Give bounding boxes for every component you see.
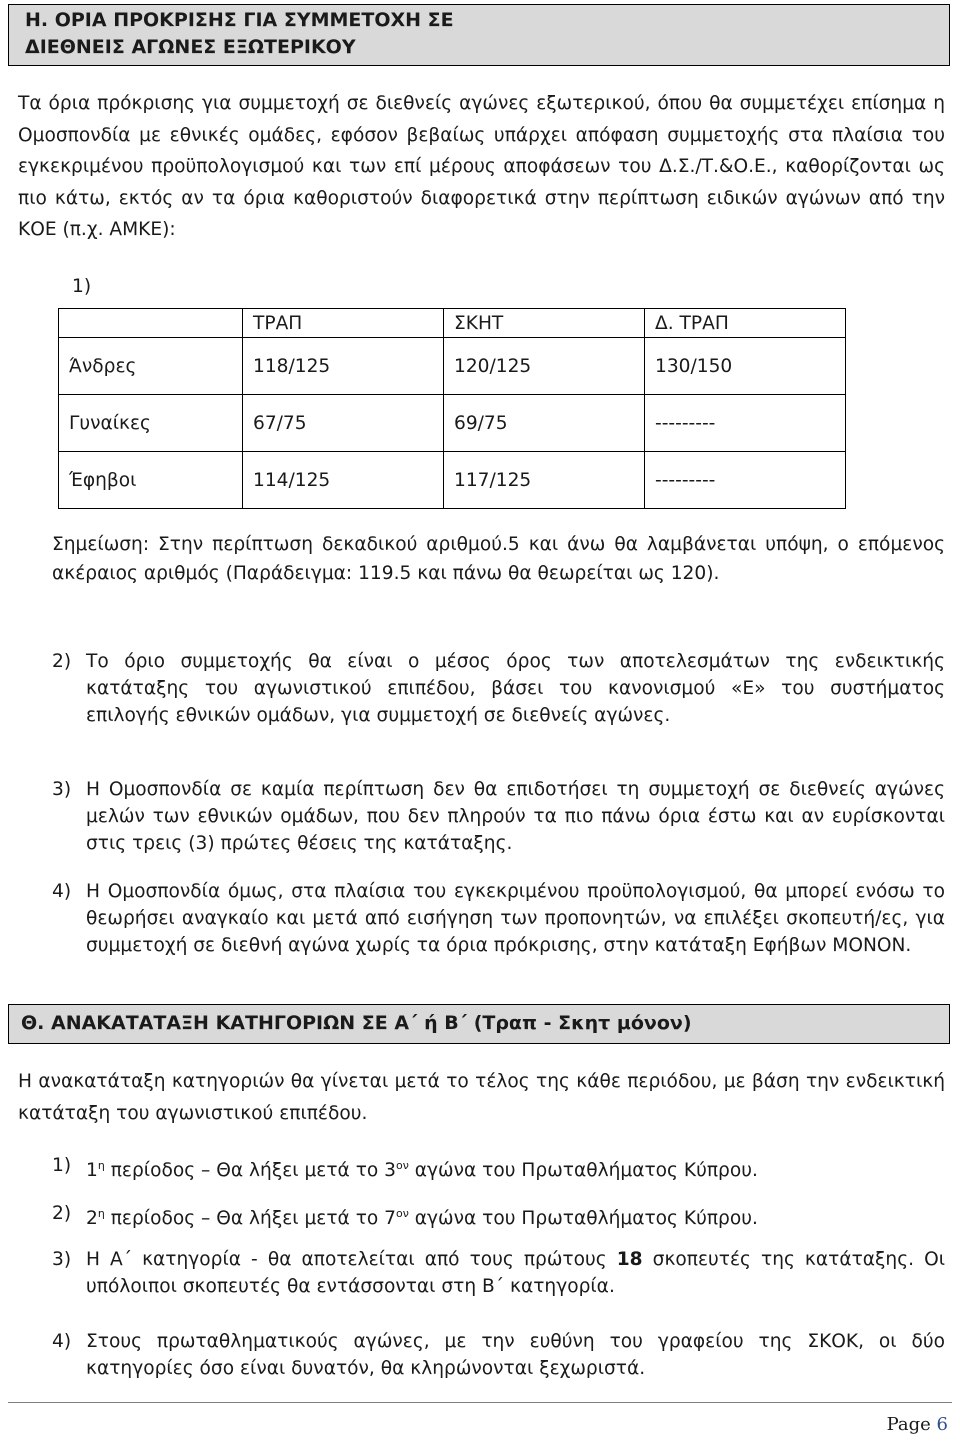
decimal-note: Σημείωση: Στην περίπτωση δεκαδικού αριθμού.5 και άνω θα λαμβάνεται υπόψη, ο επόμενος ακέραιος αριθμός (Παράδειγμα: 119.5 και πάνω θα θεωρείται ως 120). bbox=[52, 534, 945, 584]
list-item-text: $1^\eta$ περίοδος – Θα λήξει μετά το $3^{o\nu}$ αγώνα του Πρωταθλήματος Κύπρου. bbox=[86, 1159, 758, 1182]
table-cell: 117/125 bbox=[444, 452, 645, 509]
list-item-text: Η Α΄ κατηγορία - θα αποτελείται από τους πρώτους 18 σκοπευτές της κατάταξης. Οι υπόλοιποι σκοπευτές θα εντάσσονται στη Β΄ κατηγορία. bbox=[86, 1249, 946, 1297]
table-row bbox=[59, 452, 846, 509]
list-item-number: 2) bbox=[52, 651, 72, 672]
table-header-cell bbox=[59, 309, 243, 338]
table-cell: Έφηβοι bbox=[59, 452, 243, 509]
list-item bbox=[52, 1328, 945, 1382]
table-cell: Γυναίκες bbox=[59, 395, 243, 452]
table-cell: --------- bbox=[645, 395, 846, 452]
list-item-number: 3) bbox=[52, 1249, 72, 1270]
intro-paragraph: Τα όρια πρόκρισης για συμμετοχή σε διεθνείς αγώνες εξωτερικού, όπου θα συμμετέχει επίσημα η Ομοσπονδία με εθνικές ομάδες, εφόσον βεβαίως υπάρχει απόφαση συμμετοχής στα πλαίσια του εγκεκριμένου προϋπολογισμού και των επί μέρους αποφάσεων του Δ.Σ./Τ.&Ο.Ε., καθορίζονται ως πιο κάτω, εκτός αν τα όρια καθοριστούν διαφορετικά στην περίπτωση ειδικών αγώνων από την ΚΟΕ (π.χ. ΑΜΚΕ): bbox=[18, 93, 945, 240]
table-cell: 120/125 bbox=[444, 338, 645, 395]
page-number-label: Page 6 bbox=[886, 1414, 948, 1435]
list-item-text: Το όριο συμμετοχής θα είναι ο μέσος όρος των αποτελεσμάτων της ενδεικτικής κατάταξης του αγωνιστικού επιπέδου, βάσει του κανονισμού «Ε» του συστήματος επιλογής εθνικών ομάδων, για συμμετοχή σε διεθνείς αγώνες. bbox=[86, 651, 945, 726]
list-item-number: 2) bbox=[52, 1203, 72, 1224]
list-item-number: 4) bbox=[52, 881, 72, 902]
list-item bbox=[52, 776, 945, 857]
list-item-text: Η Ομοσπονδία όμως, στα πλαίσια του εγκεκριμένου προϋπολογισμού, θα μπορεί ενόσω το θεωρήσει αναγκαίο και μετά από εισήγηση των προπονητών, να επιλέξει σκοπευτή/ες, για συμμετοχή σε διεθνή αγώνα χωρίς τα όρια πρόκρισης, στην κατάταξη Εφήβων ΜΟΝΟΝ. bbox=[86, 881, 945, 956]
list-item-text: $2^\eta$ περίοδος – Θα λήξει μετά το $7^{o\nu}$ αγώνα του Πρωταθλήματος Κύπρου. bbox=[86, 1207, 758, 1230]
list-item-number: 1) bbox=[52, 1155, 72, 1176]
section-h-heading-line1: Η. ΟΡΙΑ ΠΡΟΚΡΙΣΗΣ ΓΙΑ ΣΥΜΜΕΤΟΧΗ ΣΕ bbox=[25, 9, 454, 31]
table-cell: --------- bbox=[645, 452, 846, 509]
section-th-heading: Θ. ΑΝΑΚΑΤΑΤΑΞΗ ΚΑΤΗΓΟΡΙΩΝ ΣΕ Α΄ ή Β΄ (Τραπ - Σκητ μόνον) bbox=[8, 1004, 950, 1044]
list-item bbox=[52, 1198, 945, 1235]
item1-number: 1) bbox=[72, 276, 92, 297]
table-cell: 130/150 bbox=[645, 338, 846, 395]
list-item-text: Η Ομοσπονδία σε καμία περίπτωση δεν θα επιδοτήσει τη συμμετοχή σε διεθνείς αγώνες μελών των εθνικών ομάδων, που δεν πληρούν τα πιο πάνω όρια έστω και αν ευρίσκονται στις τρεις (3) πρώτες θέσεις της κατάταξης. bbox=[86, 779, 945, 854]
table-row bbox=[59, 395, 846, 452]
table-cell: 67/75 bbox=[243, 395, 444, 452]
list-item-text: Στους πρωταθληματικούς αγώνες, με την ευθύνη του γραφείου της ΣΚΟΚ, οι δύο κατηγορίες όσο είναι δυνατόν, θα κληρώνονται ξεχωριστά. bbox=[86, 1331, 945, 1379]
list-item bbox=[52, 648, 945, 729]
table-header-row bbox=[59, 309, 846, 338]
table-header-cell: ΤΡΑΠ bbox=[243, 309, 444, 338]
table-row bbox=[59, 338, 846, 395]
section-h-heading bbox=[8, 4, 950, 66]
table-cell: 114/125 bbox=[243, 452, 444, 509]
table-cell: Άνδρες bbox=[59, 338, 243, 395]
page-number: 6 bbox=[936, 1414, 948, 1435]
table-cell: 118/125 bbox=[243, 338, 444, 395]
list-item-number: 4) bbox=[52, 1331, 72, 1352]
list-item-number: 3) bbox=[52, 779, 72, 800]
table-header-cell: Δ. ΤΡΑΠ bbox=[645, 309, 846, 338]
qualification-limits-table bbox=[58, 308, 846, 509]
section-h-heading-line2: ΔΙΕΘΝΕΙΣ ΑΓΩΝΕΣ ΕΞΩΤΕΡΙΚΟΥ bbox=[25, 36, 356, 58]
reclassification-paragraph: Η ανακατάταξη κατηγοριών θα γίνεται μετά το τέλος της κάθε περιόδου, με βάση την ενδεικτική κατάταξη του αγωνιστικού επιπέδου. bbox=[18, 1071, 945, 1124]
list-item bbox=[52, 878, 945, 959]
table-cell: 69/75 bbox=[444, 395, 645, 452]
list-item bbox=[52, 1150, 945, 1187]
list-item bbox=[52, 1246, 945, 1300]
table-header-cell: ΣΚΗΤ bbox=[444, 309, 645, 338]
footer-divider bbox=[8, 1402, 952, 1403]
